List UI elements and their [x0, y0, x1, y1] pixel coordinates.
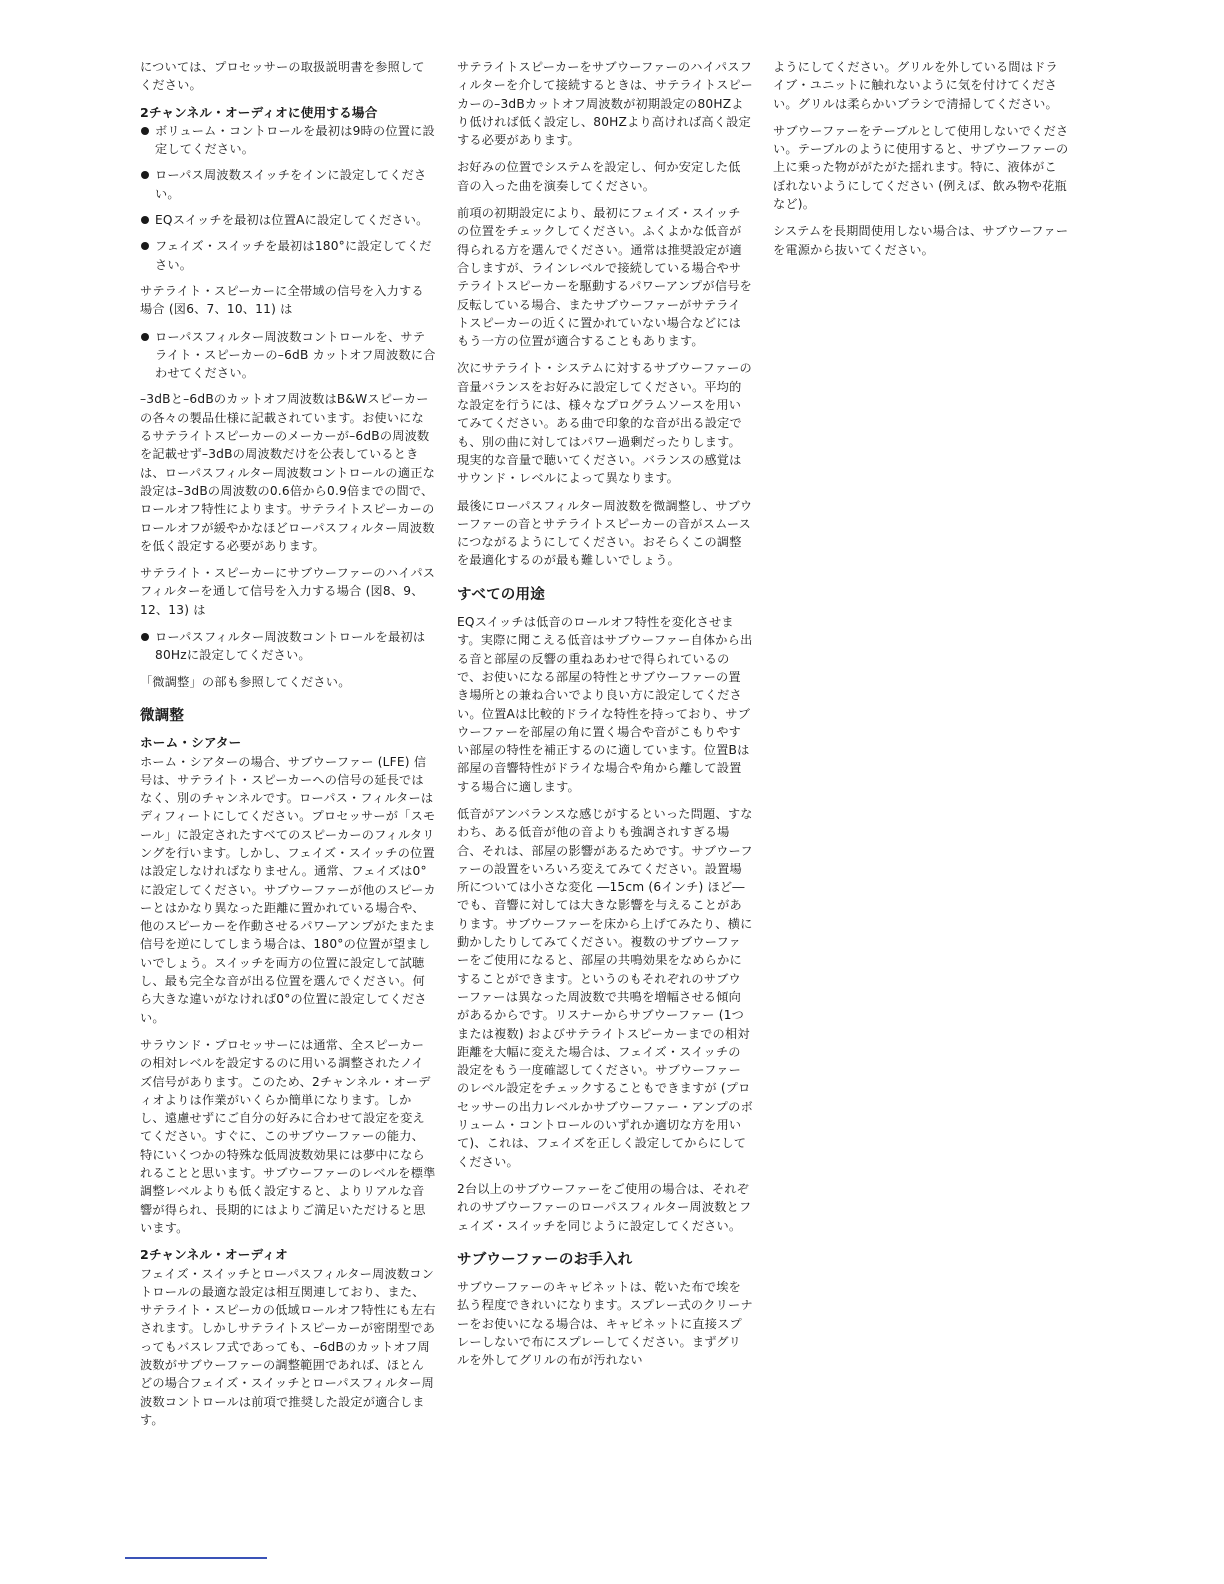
- column-2: [457, 58, 753, 1379]
- subheading-home-theater: ホーム・シアター: [140, 735, 242, 751]
- footer-rule: [125, 1557, 267, 1559]
- column-3: [773, 58, 1069, 268]
- paragraph: お好みの位置でシステムを設定し、何か安定した低音の入った曲を演奏してください。: [457, 160, 741, 193]
- paragraph: ホーム・シアターの場合、サブウーファー (LFE) 信号は、サテライト・スピーカーへの信号の延長ではなく、別のチャンネルです。ローパス・フィルターはディフィートにしてください。プロセッサーが「スモール」に設定されたすべてのスピーカーのフィルタリングを行います。しかし、フェイズ・スイッチの位置は設定しなければなりません。通常、フェイズは0°に設定してください。サブウーファーが他のスピーカーとはかなり異なった距離に置かれている場合や、他のスピーカーを作動させるパワーアンプがたまたま信号を逆にしてしまう場合は、180°の位置が望ましいでしょう。スイッチを両方の位置に設定して試聴し、最も完全な音が出る位置を選んでください。何ら大きな違いがなければ0°の位置に設定してください。: [140, 754, 436, 1025]
- heading-all-uses: すべての用途: [457, 586, 545, 603]
- paragraph: 次にサテライト・システムに対するサブウーファーの音量バランスをお好みに設定してください。平均的な設定を行うには、様々なプログラムソースを用いてみてください。ある曲で印象的な音が出る設定でも、別の曲に対してはパワー過剰だったりします。現実的な音量で聴いてください。バランスの感覚はサウンド・レベルによって異なります。: [457, 361, 752, 486]
- paragraph: フェイズ・スイッチとローパスフィルター周波数コントロールの最適な設定は相互関連しており、また、サテライト・スピーカの低域ロールオフ特性にも左右されます。しかしサテライトスピーカーが密閉型であってもバスレフ式であっても、–6dBのカットオフ周波数がサブウーファーの調整範囲であれば、ほとんどの場合フェイズ・スイッチとローパスフィルター周波数コントロールは前項で推奨した設定が適合します。: [140, 1266, 436, 1427]
- paragraph: サテライト・スピーカーにサブウーファーのハイパスフィルターを通して信号を入力する場合 (図8、9、12、13) は: [140, 566, 436, 617]
- bullet-item: ローパスフィルター周波数コントロールを最初は80Hzに設定してください。: [140, 628, 436, 665]
- paragraph: –3dBと–6dBのカットオフ周波数はB&Wスピーカーの各々の製品仕様に記載されています。お使いになるサテライトスピーカーのメーカーが–6dBの周波数を記載せず–3dBの周波数だけを公表しているときは、ローパスフィルター周波数コントロールの適正な設定は–3dBの周波数の0.6倍から0.9倍までの間で、ロールオフ特性によります。サテライトスピーカーのロールオフが緩やかなほどローパスフィルター周波数を低く設定する必要があります。: [140, 392, 435, 553]
- bullet-item: フェイズ・スイッチを最初は180°に設定してください。: [140, 237, 436, 274]
- column-1: [140, 58, 436, 1438]
- paragraph: サラウンド・プロセッサーには通常、全スピーカーの相対レベルを設定するのに用いる調整されたノイズ信号があります。このため、2チャンネル・オーディオよりは作業がいくらか簡単になります。しかし、遠慮せずにご自分の好みに合わせて設定を変えてください。すぐに、このサブウーファーの能力、特にいくつかの特殊な低周波数効果には夢中になられることと思います。サブウーファーのレベルを標準調整レベルよりも低く設定すると、よりリアルな音響が得られ、長期的にはよりご満足いただけると思います。: [140, 1037, 436, 1235]
- paragraph: ようにしてください。グリルを外している間はドライブ・ユニットに触れないように気を付けてください。グリルは柔らかいブラシで清掃してください。: [773, 60, 1058, 111]
- subheading-2ch-use: 2チャンネル・オーディオに使用する場合: [140, 104, 378, 120]
- bullet-item: ボリューム・コントロールを最初は9時の位置に設定してください。: [140, 122, 436, 159]
- paragraph: サブウーファーをテーブルとして使用しないでください。テーブルのように使用すると、サブウーファーの上に乗った物ががたがた揺れます。特に、液体がこぼれないようにしてください (例えば、飲み物や花瓶など)。: [773, 123, 1069, 212]
- paragraph: サブウーファーのキャビネットは、乾いた布で埃を払う程度できれいになります。スプレー式のクリーナーをお使いになる場合は、キャビネットに直接スプレーしないで布にスプレーしてください。まずグリルを外してグリルの布が汚れない: [457, 1280, 753, 1368]
- paragraph: 2台以上のサブウーファーをご使用の場合は、それぞれのサブウーファーのローパスフィルター周波数とフェイズ・スイッチを同じように設定してください。: [457, 1181, 752, 1233]
- paragraph: 最後にローパスフィルター周波数を微調整し、サブウーファーの音とサテライトスピーカーの音がスムースにつながるようにしてください。おそらくこの調整を最適化するのが最も難しいでしょう。: [457, 498, 753, 568]
- paragraph: サテライト・スピーカーに全帯域の信号を入力する場合 (図6、7、10、11) は: [140, 283, 424, 317]
- paragraph: 「微調整」の部も参照してください。: [140, 674, 351, 689]
- paragraph: サテライトスピーカーをサブウーファーのハイパスフィルターを介して接続するときは、サテライトスピーカーの–3dBカットオフ周波数が初期設定の80HZより低ければ低く設定し、80HZより高ければ高く設定する必要があります。: [457, 60, 753, 148]
- subheading-2ch-audio: 2チャンネル・オーディオ: [140, 1247, 288, 1263]
- paragraph: システムを長期間使用しない場合は、サブウーファーを電源から抜いてください。: [773, 224, 1069, 257]
- paragraph: 前項の初期設定により、最初にフェイズ・スイッチの位置をチェックしてください。ふくよかな低音が得られる方を選んでください。通常は推奨設定が適合しますが、ラインレベルで接続している場合やサテライトスピーカーを駆動するパワーアンプが信号を反転している場合、またサブウーファーがサテライトスピーカーの近くに置かれていない場合などにはもう一方の位置が適合することもあります。: [457, 206, 752, 349]
- heading-fine-tuning: 微調整: [140, 707, 185, 724]
- paragraph: については、プロセッサーの取扱説明書を参照してください。: [140, 60, 425, 93]
- paragraph: EQスイッチは低音のロールオフ特性を変化させます。実際に聞こえる低音はサブウーファー自体から出る音と部屋の反響の重ねあわせで得られているので、お使いになる部屋の特性とサブウーファーの置き場所との兼ね合いでより良い方に設定してください。位置Aは比較的ドライな特性を持っており、サブウーファーを部屋の角に置く場合や音がこもりやすい部屋の特性を補正するのに適しています。位置Bは部屋の音響特性がドライな場合や角から離して設置する場合に適します。: [457, 615, 753, 794]
- paragraph: 低音がアンバランスな感じがするといった問題、すなわち、ある低音が他の音よりも強調されすぎる場合、それは、部屋の影響があるためです。サブウーファーの設置をいろいろ変えてみてください。設置場所については小さな変化 ―15cm (6インチ) ほど― でも、音響に対しては大きな影響を与えることがあります。サブウーファーを床から上げてみたり、横に動かしたりしてみてください。複数のサブウーファーをご使用になると、部屋の共鳴効果をなめらかにすることができます。というのもそれぞれのサブウーファーは異なった周波数で共鳴を増幅させる傾向があるからです。リスナーからサブウーファー (1つまたは複数) およびサテライトスピーカーまでの相対距離を大幅に変えた場合は、フェイズ・スイッチの設定をもう一度確認してください。サブウーファーのレベル設定をチェックすることもできますが (プロセッサーの出力レベルかサブウーファー・アンプのボリューム・コントロールのいずれか適切な方を用いて)、これは、フェイズを正しく設定してからにしてください。: [457, 806, 753, 1169]
- bullet-item: ローパスフィルター周波数コントロールを、サテライト・スピーカーの–6dB カットオフ周波数に合わせてください。: [140, 328, 436, 383]
- heading-care: サブウーファーのお手入れ: [457, 1251, 633, 1268]
- bullet-item: EQスイッチを最初は位置Aに設定してください。: [140, 211, 436, 229]
- bullet-item: ローパス周波数スイッチをインに設定してください。: [140, 166, 436, 203]
